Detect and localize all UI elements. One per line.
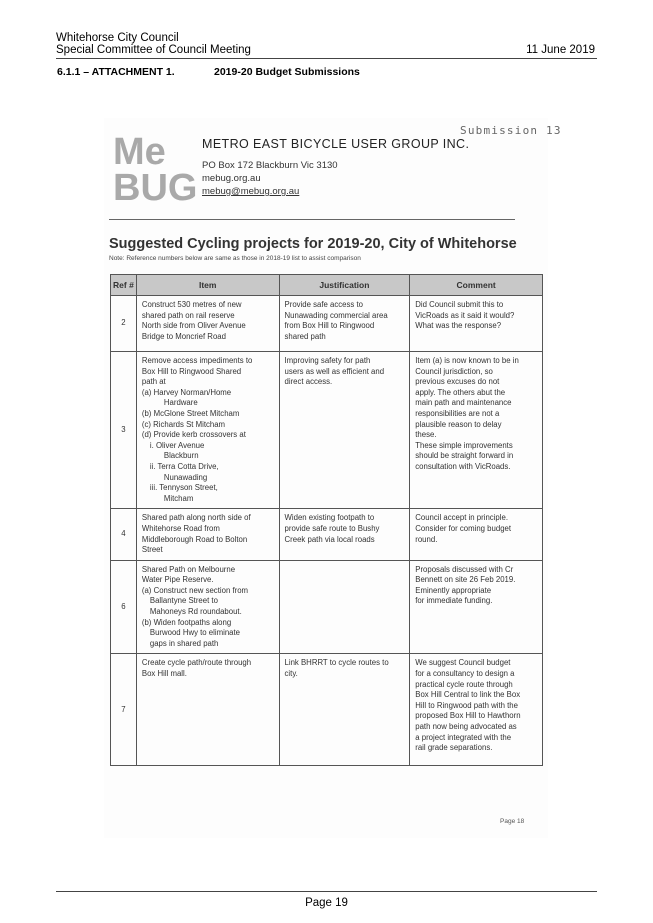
- item-cell: Construct 530 metres of new shared path on rail reserve North side from Oliver Avenue Bridge to Moncrief Road: [136, 296, 279, 352]
- attachment-title: 2019-20 Budget Submissions: [214, 66, 360, 78]
- footer-divider: [56, 891, 597, 892]
- col-header-item: Item: [136, 275, 279, 296]
- mebug-logo: [113, 130, 198, 209]
- scanned-page-number: Page 18: [500, 818, 525, 825]
- org-address: PO Box 172 Blackburn Vic 3130: [202, 160, 338, 171]
- comment-cell: Proposals discussed with Cr Bennett on site 26 Feb 2019. Eminently appropriate for immediate funding.: [410, 560, 543, 654]
- ref-cell: 7: [111, 654, 137, 766]
- council-name: Whitehorse City Council: [56, 32, 179, 44]
- submission-stamp: Submission 13: [460, 124, 562, 137]
- ref-cell: 3: [111, 352, 137, 509]
- comment-cell: Did Council submit this to VicRoads as it said it would? What was the response?: [410, 296, 543, 352]
- comment-cell: Council accept in principle. Consider for coming budget round.: [410, 509, 543, 560]
- comment-cell: Item (a) is now known to be in Council jurisdiction, so previous excuses do not apply. The others abut the main path and maintenance responsibilities are not a plausible reason to delay these. These simple improvements should be straight forward in consultation with VicRoads.: [410, 352, 543, 509]
- svg-text:Me: Me: [113, 131, 166, 173]
- col-header-ref: Ref #: [111, 275, 137, 296]
- document-note: Note: Reference numbers below are same as those in 2018-19 list to assist comparison: [109, 255, 361, 262]
- justification-cell: Provide safe access to Nunawading commercial area from Box Hill to Ringwood shared path: [279, 296, 410, 352]
- justification-cell: Improving safety for path users as well as efficient and direct access.: [279, 352, 410, 509]
- document-title: Suggested Cycling projects for 2019-20, City of Whitehorse: [109, 236, 517, 252]
- col-header-comment: Comment: [410, 275, 543, 296]
- projects-table: [110, 274, 543, 766]
- table-row: [111, 352, 543, 509]
- justification-cell: Widen existing footpath to provide safe route to Bushy Creek path via local roads: [279, 509, 410, 560]
- meeting-date: 11 June 2019: [526, 44, 595, 56]
- svg-text:BUG: BUG: [113, 167, 198, 209]
- attachment-label: 6.1.1 – ATTACHMENT 1.: [57, 66, 175, 78]
- table-row: [111, 560, 543, 654]
- table-row: [111, 654, 543, 766]
- page-number: Page 19: [305, 897, 348, 909]
- justification-cell: [279, 560, 410, 654]
- comment-cell: We suggest Council budget for a consultancy to design a practical cycle route through Box Hill Central to link the Box Hill to Ringwood path with the proposed Box Hill to Hawthorn path now being advocated as a project integrated with the rail grade separations.: [410, 654, 543, 766]
- item-cell: Shared Path on Melbourne Water Pipe Reserve. (a) Construct new section from Ballantyne Street to Mahoneys Rd roundabout. (b) Widen footpaths along Burwood Hwy to eliminate gaps in shared path: [136, 560, 279, 654]
- item-cell: Remove access impediments to Box Hill to Ringwood Shared path at (a) Harvey Norman/Home Hardware (b) McGlone Street Mitcham (c) Richards St Mitcham (d) Provide kerb crossovers at i. Oliver Avenue Blackburn ii. Terra Cotta Drive, Nunawading iii. Tennyson Street, Mitcham: [136, 352, 279, 509]
- item-cell: Shared path along north side of Whitehorse Road from Middleborough Road to Bolton Street: [136, 509, 279, 560]
- justification-cell: Link BHRRT to cycle routes to city.: [279, 654, 410, 766]
- ref-cell: 2: [111, 296, 137, 352]
- meeting-name: Special Committee of Council Meeting: [56, 44, 251, 56]
- letterhead-divider: [109, 219, 515, 220]
- col-header-justification: Justification: [279, 275, 410, 296]
- ref-cell: 6: [111, 560, 137, 654]
- table-row: [111, 509, 543, 560]
- header-divider: [56, 58, 597, 59]
- ref-cell: 4: [111, 509, 137, 560]
- table-row: [111, 296, 543, 352]
- table-header-row: [111, 275, 543, 296]
- item-cell: Create cycle path/route through Box Hill mall.: [136, 654, 279, 766]
- org-name: METRO EAST BICYCLE USER GROUP INC.: [202, 137, 470, 151]
- org-email-link[interactable]: mebug@mebug.org.au: [202, 186, 300, 197]
- org-website[interactable]: mebug.org.au: [202, 173, 261, 184]
